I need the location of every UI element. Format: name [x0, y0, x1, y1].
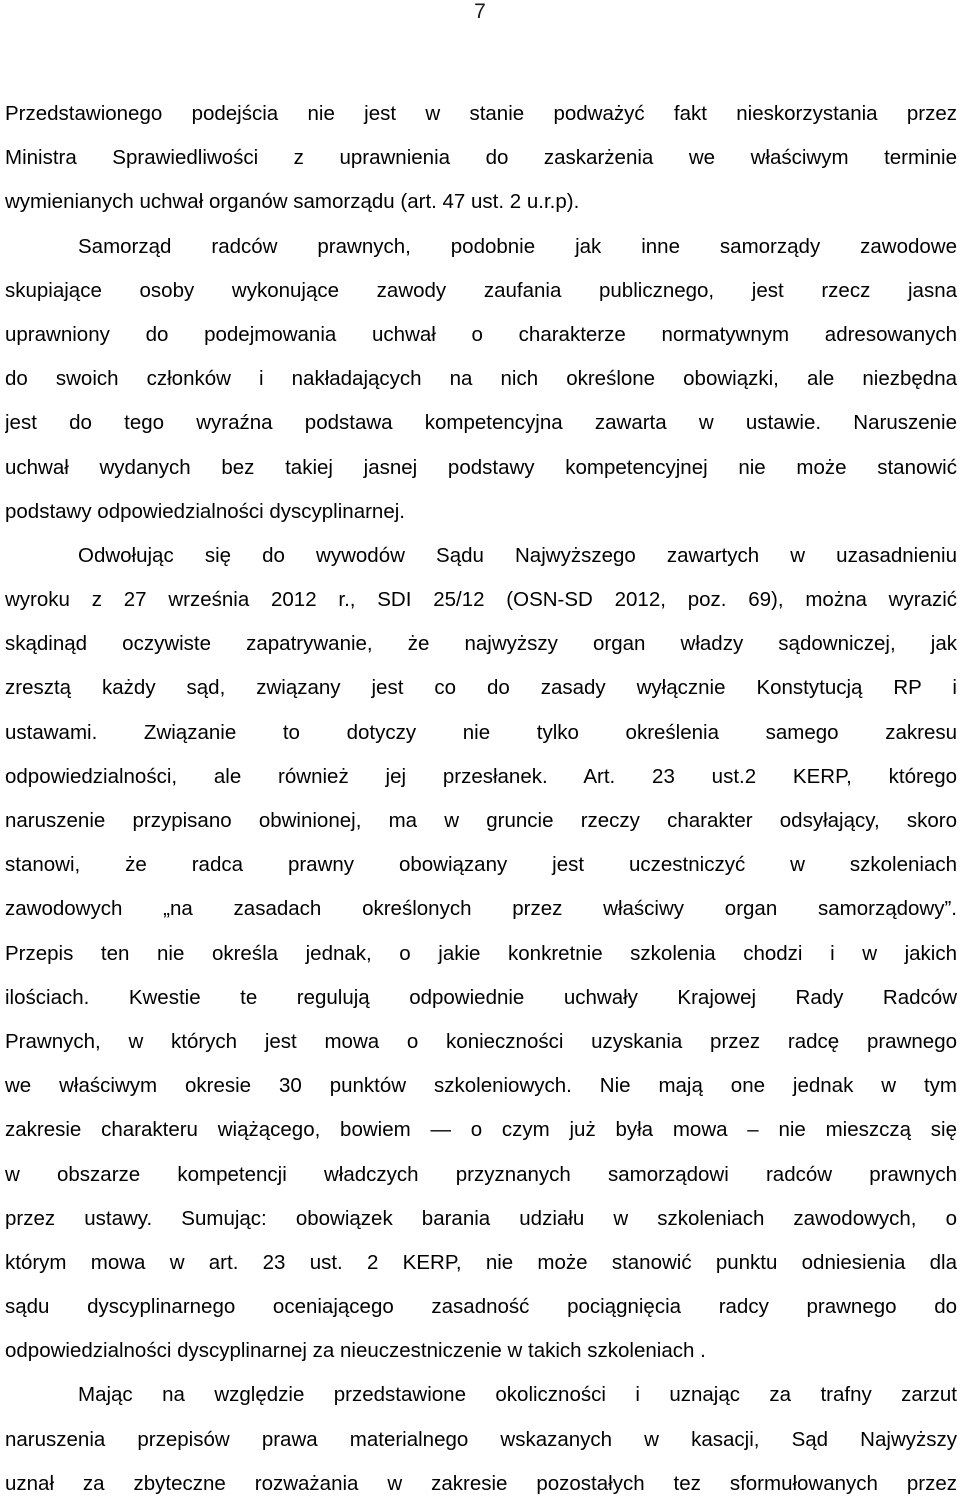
text-line: wymienianych uchwał organów samorządu (art. 47 ust. 2 u.r.p). [5, 190, 580, 214]
text-line: uprawniony do podejmowania uchwał o charakterze normatywnym adresowanych [5, 322, 957, 346]
text-line: Mając na względzie przedstawione okoliczności i uznając za trafny zarzut [78, 1383, 957, 1407]
text-line: skądinąd oczywiste zapatrywanie, że najwyższy organ władzy sądowniczej, jak [5, 632, 957, 656]
text-line: stanowi, że radca prawny obowiązany jest uczestniczyć w szkoleniach [5, 853, 957, 877]
text-line: ustawami. Związanie to dotyczy nie tylko określenia samego zakresu [5, 720, 957, 744]
text-line: ilościach. Kwestie te regulują odpowiednie uchwały Krajowej Rady Radców [5, 985, 957, 1009]
text-line: Prawnych, w których jest mowa o konieczności uzyskania przez radcę prawnego [5, 1029, 957, 1053]
text-line: w obszarze kompetencji władczych przyznanych samorządowi radców prawnych [5, 1162, 957, 1186]
text-line: naruszenie przypisano obwinionej, ma w gruncie rzeczy charakter odsyłający, skoro [5, 809, 957, 832]
text-line: do swoich członków i nakładających na nich określone obowiązki, ale niezbędna [5, 367, 957, 391]
text-line: Samorząd radców prawnych, podobnie jak inne samorządy zawodowe [78, 234, 957, 258]
text-line: zresztą każdy sąd, związany jest co do zasady wyłącznie Konstytucją RP i [5, 676, 957, 700]
text-line: Przedstawionego podejścia nie jest w stanie podważyć fakt nieskorzystania przez [5, 102, 957, 125]
text-line: sądu dyscyplinarnego oceniającego zasadność pociągnięcia radcy prawnego do [5, 1295, 957, 1319]
text-line: uchwał wydanych bez takiej jasnej podstawy kompetencyjnej nie może stanowić [5, 455, 957, 479]
text-line: odpowiedzialności, ale również jej przesłanek. Art. 23 ust.2 KERP, którego [5, 764, 957, 788]
text-line: podstawy odpowiedzialności dyscyplinarnej. [5, 499, 405, 523]
text-line: Ministra Sprawiedliwości z uprawnienia do zaskarżenia we właściwym terminie [5, 146, 957, 170]
text-line: zakresie charakteru wiążącego, bowiem — o czym już była mowa – nie mieszczą się [5, 1118, 957, 1142]
text-line: uznał za zbyteczne rozważania w zakresie pozostałych tez sformułowanych przez [5, 1471, 957, 1495]
text-line: Odwołując się do wywodów Sądu Najwyższego zawartych w uzasadnieniu [78, 543, 957, 567]
text-line: jest do tego wyraźna podstawa kompetencyjna zawarta w ustawie. Naruszenie [5, 411, 957, 435]
text-line: Przepis ten nie określa jednak, o jakie konkretnie szkolenia chodzi i w jakich [5, 941, 957, 965]
text-line: zawodowych „na zasadach określonych przez właściwy organ samorządowy”. [5, 897, 957, 921]
page-number: 7 [474, 0, 486, 23]
text-line: przez ustawy. Sumując: obowiązek barania udziału w szkoleniach zawodowych, o [5, 1206, 957, 1230]
document-body [5, 92, 957, 1506]
text-line: we właściwym okresie 30 punktów szkoleniowych. Nie mają one jednak w tym [5, 1074, 957, 1098]
text-line: którym mowa w art. 23 ust. 2 KERP, nie może stanowić punktu odniesienia dla [5, 1250, 957, 1274]
text-line: skupiające osoby wykonujące zawody zaufania publicznego, jest rzecz jasna [5, 278, 957, 302]
text-line: wyroku z 27 września 2012 r., SDI 25/12 (OSN-SD 2012, poz. 69), można wyrazić [5, 588, 957, 612]
text-line: naruszenia przepisów prawa materialnego wskazanych w kasacji, Sąd Najwyższy [5, 1427, 957, 1451]
text-line: odpowiedzialności dyscyplinarnej za nieuczestniczenie w takich szkoleniach . [5, 1339, 706, 1363]
